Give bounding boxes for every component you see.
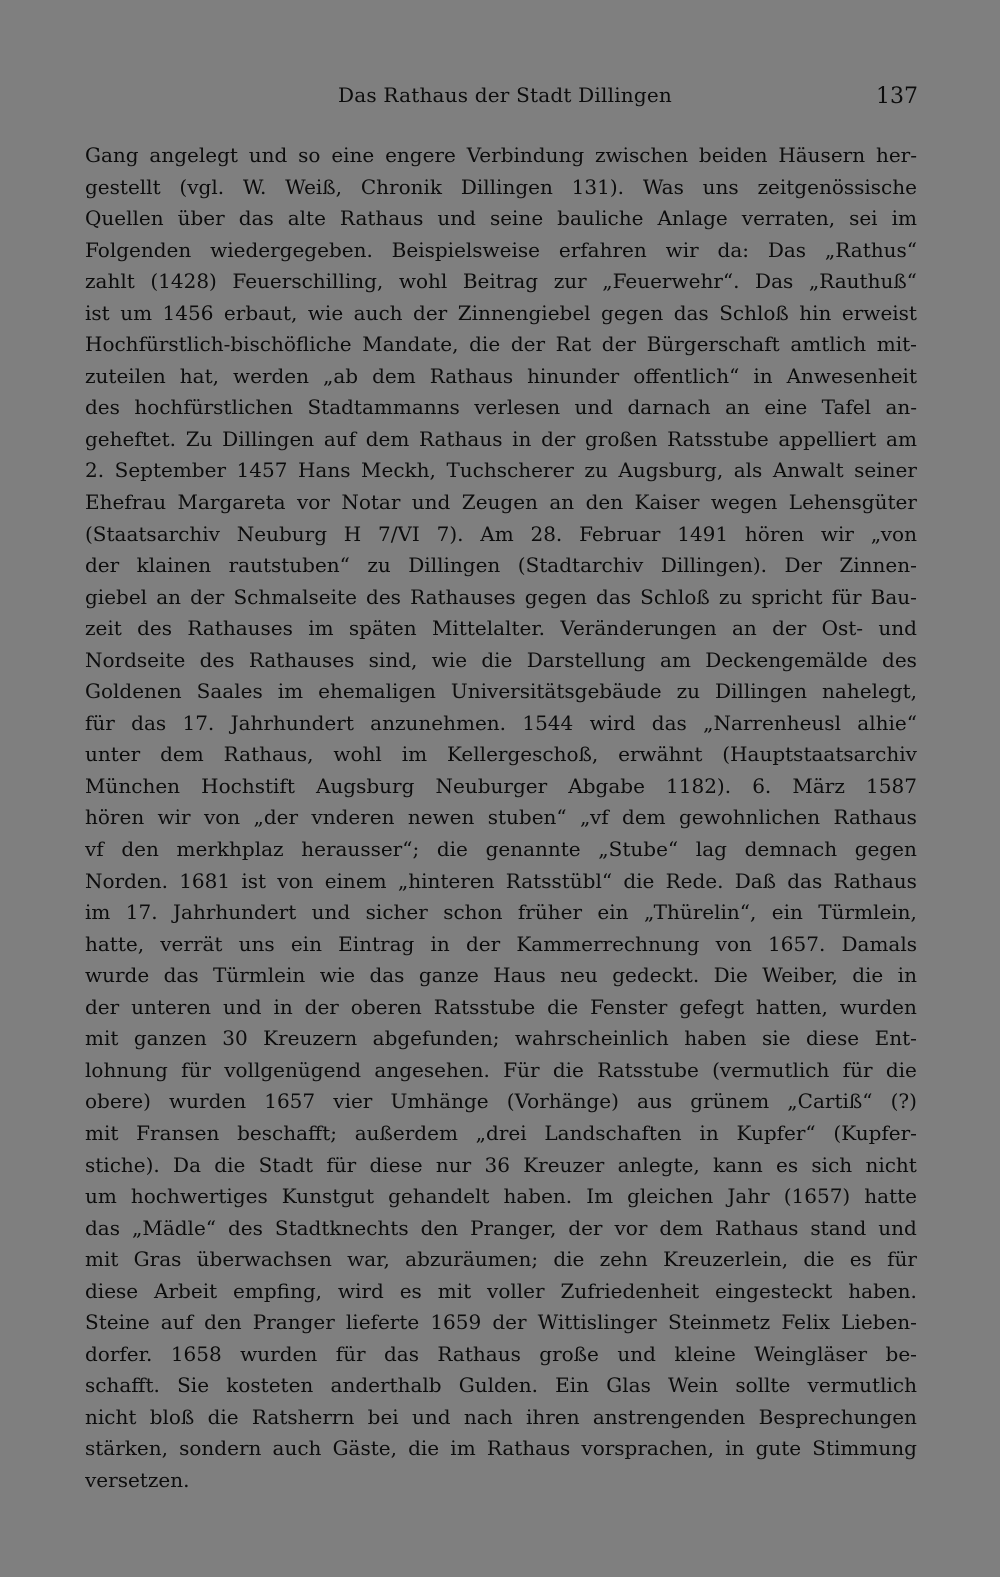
text-line: unter dem Rathaus, wohl im Kellergeschoß, erwähnt (Hauptstaatsarchiv [85, 742, 917, 767]
text-line: um hochwertiges Kunstgut gehandelt haben. Im gleichen Jahr (1657) hatte [85, 1184, 917, 1209]
text-line: mit Gras überwachsen war, abzuräumen; die zehn Kreuzerlein, die es für [85, 1247, 917, 1272]
text-line: im 17. Jahrhundert und sicher schon früher ein „Thürelin“, ein Türmlein, [85, 900, 917, 925]
text-line: zeit des Rathauses im späten Mittelalter. Veränderungen an der Ost- und [85, 616, 917, 641]
body-paragraph [85, 140, 917, 1497]
text-line: (Staatsarchiv Neuburg H 7/VI 7). Am 28. Februar 1491 hören wir „von [85, 521, 917, 546]
text-line: wurde das Türmlein wie das ganze Haus neu gedeckt. Die Weiber, die in [85, 963, 917, 988]
running-head [0, 80, 1000, 112]
running-title: Das Rathaus der Stadt Dillingen [338, 83, 673, 107]
text-line: München Hochstift Augsburg Neuburger Abgabe 1182). 6. März 1587 [85, 773, 917, 798]
text-line: diese Arbeit empfing, wird es mit voller Zufriedenheit eingesteckt haben. [85, 1278, 917, 1303]
text-line: stiche). Da die Stadt für diese nur 36 Kreuzer anlegte, kann es sich nicht [85, 1152, 917, 1177]
text-line: vf den merkhplaz herausser“; die genannte „Stube“ lag demnach gegen [85, 837, 917, 862]
text-line: giebel an der Schmalseite des Rathauses gegen das Schloß zu spricht für Bau- [85, 584, 917, 609]
page-number: 137 [876, 84, 918, 109]
text-line: Nordseite des Rathauses sind, wie die Darstellung am Deckengemälde des [85, 647, 917, 672]
text-line: hören wir von „der vnderen newen stuben“ „vf dem gewohnlichen Rathaus [85, 805, 917, 830]
text-line: mit ganzen 30 Kreuzern abgefunden; wahrscheinlich haben sie diese Ent- [85, 1026, 917, 1051]
text-line: das „Mädle“ des Stadtknechts den Pranger, der vor dem Rathaus stand und [85, 1215, 917, 1240]
text-line: mit Fransen beschafft; außerdem „drei Landschaften in Kupfer“ (Kupfer- [85, 1120, 917, 1145]
text-line: ist um 1456 erbaut, wie auch der Zinnengiebel gegen das Schloß hin erweist [85, 300, 917, 325]
text-line: Quellen über das alte Rathaus und seine bauliche Anlage verraten, sei im [85, 206, 917, 231]
text-line: lohnung für vollgenügend angesehen. Für die Ratsstube (vermutlich für die [85, 1057, 917, 1082]
text-line: geheftet. Zu Dillingen auf dem Rathaus in der großen Ratsstube appelliert am [85, 426, 917, 451]
text-line: für das 17. Jahrhundert anzunehmen. 1544 wird das „Narrenheusl alhie“ [85, 710, 917, 735]
text-line: Folgenden wiedergegeben. Beispielsweise erfahren wir da: Das „Rathus“ [85, 237, 917, 262]
text-line: nicht bloß die Ratsherrn bei und nach ihren anstrengenden Besprechungen [85, 1404, 917, 1429]
text-line: Hochfürstlich-bischöfliche Mandate, die der Rat der Bürgerschaft amtlich mit- [85, 332, 917, 357]
text-line: Norden. 1681 ist von einem „hinteren Ratsstübl“ die Rede. Daß das Rathaus [85, 868, 917, 893]
text-line: Ehefrau Margareta vor Notar und Zeugen an den Kaiser wegen Lehensgüter [85, 490, 917, 515]
text-line: dorfer. 1658 wurden für das Rathaus große und kleine Weingläser be- [85, 1341, 917, 1366]
text-line: zahlt (1428) Feuerschilling, wohl Beitrag zur „Feuerwehr“. Das „Rauthuß“ [85, 269, 917, 294]
text-line: hatte, verrät uns ein Eintrag in der Kammerrechnung von 1657. Damals [85, 931, 917, 956]
text-line: gestellt (vgl. W. Weiß, Chronik Dillingen 131). Was uns zeitgenössische [85, 174, 917, 199]
text-line: zuteilen hat, werden „ab dem Rathaus hinunder offentlich“ in Anwesenheit [85, 363, 917, 388]
text-line: Gang angelegt und so eine engere Verbindung zwischen beiden Häusern her- [85, 143, 917, 167]
text-line: der unteren und in der oberen Ratsstube die Fenster gefegt hatten, wurden [85, 994, 917, 1019]
text-line: 2. September 1457 Hans Meckh, Tuchscherer zu Augsburg, als Anwalt seiner [85, 458, 917, 483]
text-line: stärken, sondern auch Gäste, die im Rathaus vorsprachen, in gute Stimmung [85, 1436, 917, 1461]
text-line: Steine auf den Pranger lieferte 1659 der Wittislinger Steinmetz Felix Lieben- [85, 1310, 917, 1335]
text-line: obere) wurden 1657 vier Umhänge (Vorhänge) aus grünem „Cartiß“ (?) [85, 1089, 917, 1114]
text-line: des hochfürstlichen Stadtammanns verlesen und darnach an eine Tafel an- [85, 395, 917, 420]
text-line: Goldenen Saales im ehemaligen Universitätsgebäude zu Dillingen nahelegt, [85, 679, 917, 704]
text-line: versetzen. [85, 1467, 190, 1492]
text-line: der klainen rautstuben“ zu Dillingen (Stadtarchiv Dillingen). Der Zinnen- [85, 553, 917, 578]
text-line: schafft. Sie kosteten anderthalb Gulden. Ein Glas Wein sollte vermutlich [85, 1373, 917, 1398]
